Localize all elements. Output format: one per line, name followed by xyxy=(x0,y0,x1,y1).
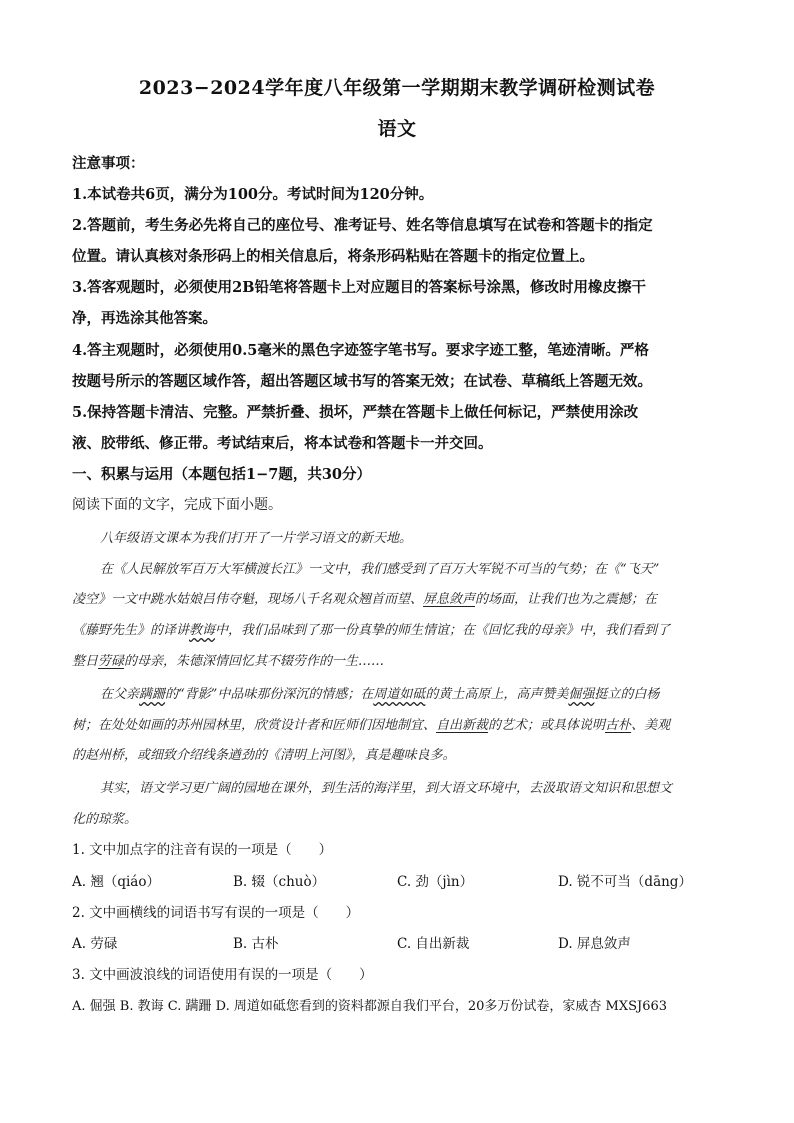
underlined-word: 屏息敛声 xyxy=(423,592,476,607)
passage-text: 在父亲 xyxy=(100,687,140,702)
section-intro: 阅读下面的文字，完成下面小题。 xyxy=(72,497,282,513)
notice-line-2: 2.答题前，考生务必先将自己的座位号、准考证号、姓名等信息填写在试卷和答题卡的指定 xyxy=(72,217,653,234)
notice-line-8: 5.保持答题卡清洁、完整。严禁折叠、损坏，严禁在答题卡上做任何标记，严禁使用涂改 xyxy=(72,404,639,421)
passage-text: 的母亲，朱德深情回忆其不辍劳作的一生…… xyxy=(124,654,385,669)
exam-title: 2023−2024学年度八年级第一学期期末教学调研检测试卷 xyxy=(138,77,656,99)
passage-text: 树；在处处如画的苏州园林里，欣赏设计者和匠师们因地制宜、 xyxy=(72,718,437,733)
passage-paragraph-3-line-2 xyxy=(72,714,722,733)
question-1-option-b: B. 辍（chuò） xyxy=(233,874,326,890)
question-1-option-c: C. 劲（jìn） xyxy=(397,874,474,890)
passage-paragraph-2-line-3 xyxy=(72,619,722,638)
notice-line-9: 液、胶带纸、修正带。考试结束后，将本试卷和答题卡一并交回。 xyxy=(72,435,493,452)
passage-text: 挺立的白杨 xyxy=(594,687,660,702)
notice-line-4: 3.答客观题时，必须使用2B铅笔将答题卡上对应题目的答案标号涂黑，修改时用橡皮擦干 xyxy=(72,279,646,296)
passage-paragraph-2-line-2 xyxy=(72,588,722,607)
passage-text: 整日 xyxy=(72,654,99,669)
question-3-options: A. 倔强 B. 教诲 C. 蹒跚 D. 周道如砥您看到的资料都源自我们平台，20多万份试卷，家威杏 MXSJ663 xyxy=(72,999,668,1014)
passage-text: 《藤野先生》的译讲 xyxy=(72,623,190,638)
question-2-option-d: D. 屏息敛声 xyxy=(558,936,631,952)
passage-text: 的“背影”中品味那份深沉的情感；在 xyxy=(165,687,374,702)
passage-paragraph-4-line-2: 化的琼浆。 xyxy=(72,812,138,827)
notice-line-1: 1.本试卷共6页，满分为100分。考试时间为120分钟。 xyxy=(72,186,434,203)
question-1-option-d: D. 锐不可当（dāng） xyxy=(558,874,692,890)
passage-paragraph-3-line-1 xyxy=(100,683,750,702)
passage-text: 中，我们品味到了那一份真挚的师生情谊；在《回忆我的母亲》中，我们看到了 xyxy=(215,623,671,638)
question-3-stem: 3. 文中画波浪线的词语使用有误的一项是（ ） xyxy=(72,967,373,983)
wavy-word: 倔强 xyxy=(568,687,595,702)
subject-title: 语文 xyxy=(377,118,417,140)
wavy-word: 教诲 xyxy=(189,623,216,638)
passage-paragraph-1: 八年级语文课本为我们打开了一片学习语文的新天地。 xyxy=(100,531,413,546)
notice-heading: 注意事项： xyxy=(72,155,145,172)
notice-line-3: 位置。请认真核对条形码上的相关信息后，将条形码粘贴在答题卡的指定位置上。 xyxy=(72,248,594,265)
underlined-word: 古朴 xyxy=(605,718,632,733)
notice-line-6: 4.答主观题时，必须使用0.5毫米的黑色字迹签字笔书写。要求字迹工整，笔迹清晰。严格 xyxy=(72,342,649,359)
passage-paragraph-2-line-4 xyxy=(72,650,722,669)
section-heading: 一、积累与运用（本题包括1−7题，共30分） xyxy=(72,466,372,483)
passage-text: 的黄土高原上，高声赞美 xyxy=(425,687,569,702)
underlined-word: 劳碌 xyxy=(98,654,125,669)
question-2-stem: 2. 文中画横线的词语书写有误的一项是（ ） xyxy=(72,905,360,921)
passage-paragraph-2-line-1 xyxy=(100,558,750,577)
passage-text: 凌空》一文中跳水姑娘吕伟夺魁，现场八千名观众翘首而望、 xyxy=(72,592,424,607)
wavy-word: 蹒跚 xyxy=(139,687,166,702)
question-2-option-c: C. 自出新裁 xyxy=(397,936,470,952)
question-1-option-a: A. 翘（qiáo） xyxy=(72,874,160,890)
passage-text: 在《人民解放军百万大军横渡长江》一文中，我们感受到了百万大军锐不可当的气势；在《“飞天” xyxy=(100,562,660,577)
notice-line-7: 按题号所示的答题区域作答，超出答题区域书写的答案无效；在试卷、草稿纸上答题无效。 xyxy=(72,373,652,390)
underlined-word: 自出新裁 xyxy=(436,718,489,733)
passage-text: 、美观 xyxy=(631,718,671,733)
notice-line-5: 净，再选涂其他答案。 xyxy=(72,310,217,327)
passage-text: 的艺术；或具体说明 xyxy=(488,718,606,733)
question-2-option-a: A. 劳碌 xyxy=(72,936,118,952)
question-2-option-b: B. 古朴 xyxy=(233,936,279,952)
passage-paragraph-4-line-1: 其实，语文学习更广阔的园地在课外，到生活的海洋里，到大语文环境中，去汲取语文知识和思想文 xyxy=(100,781,673,796)
passage-paragraph-3-line-3: 的赵州桥，或细致介绍线条遒劲的《清明上河图》，真是趣味良多。 xyxy=(72,748,456,763)
wavy-word: 周道如砥 xyxy=(373,687,426,702)
passage-text: 的场面，让我们也为之震撼；在 xyxy=(475,592,658,607)
question-1-stem: 1. 文中加点字的注音有误的一项是（ ） xyxy=(72,842,333,858)
